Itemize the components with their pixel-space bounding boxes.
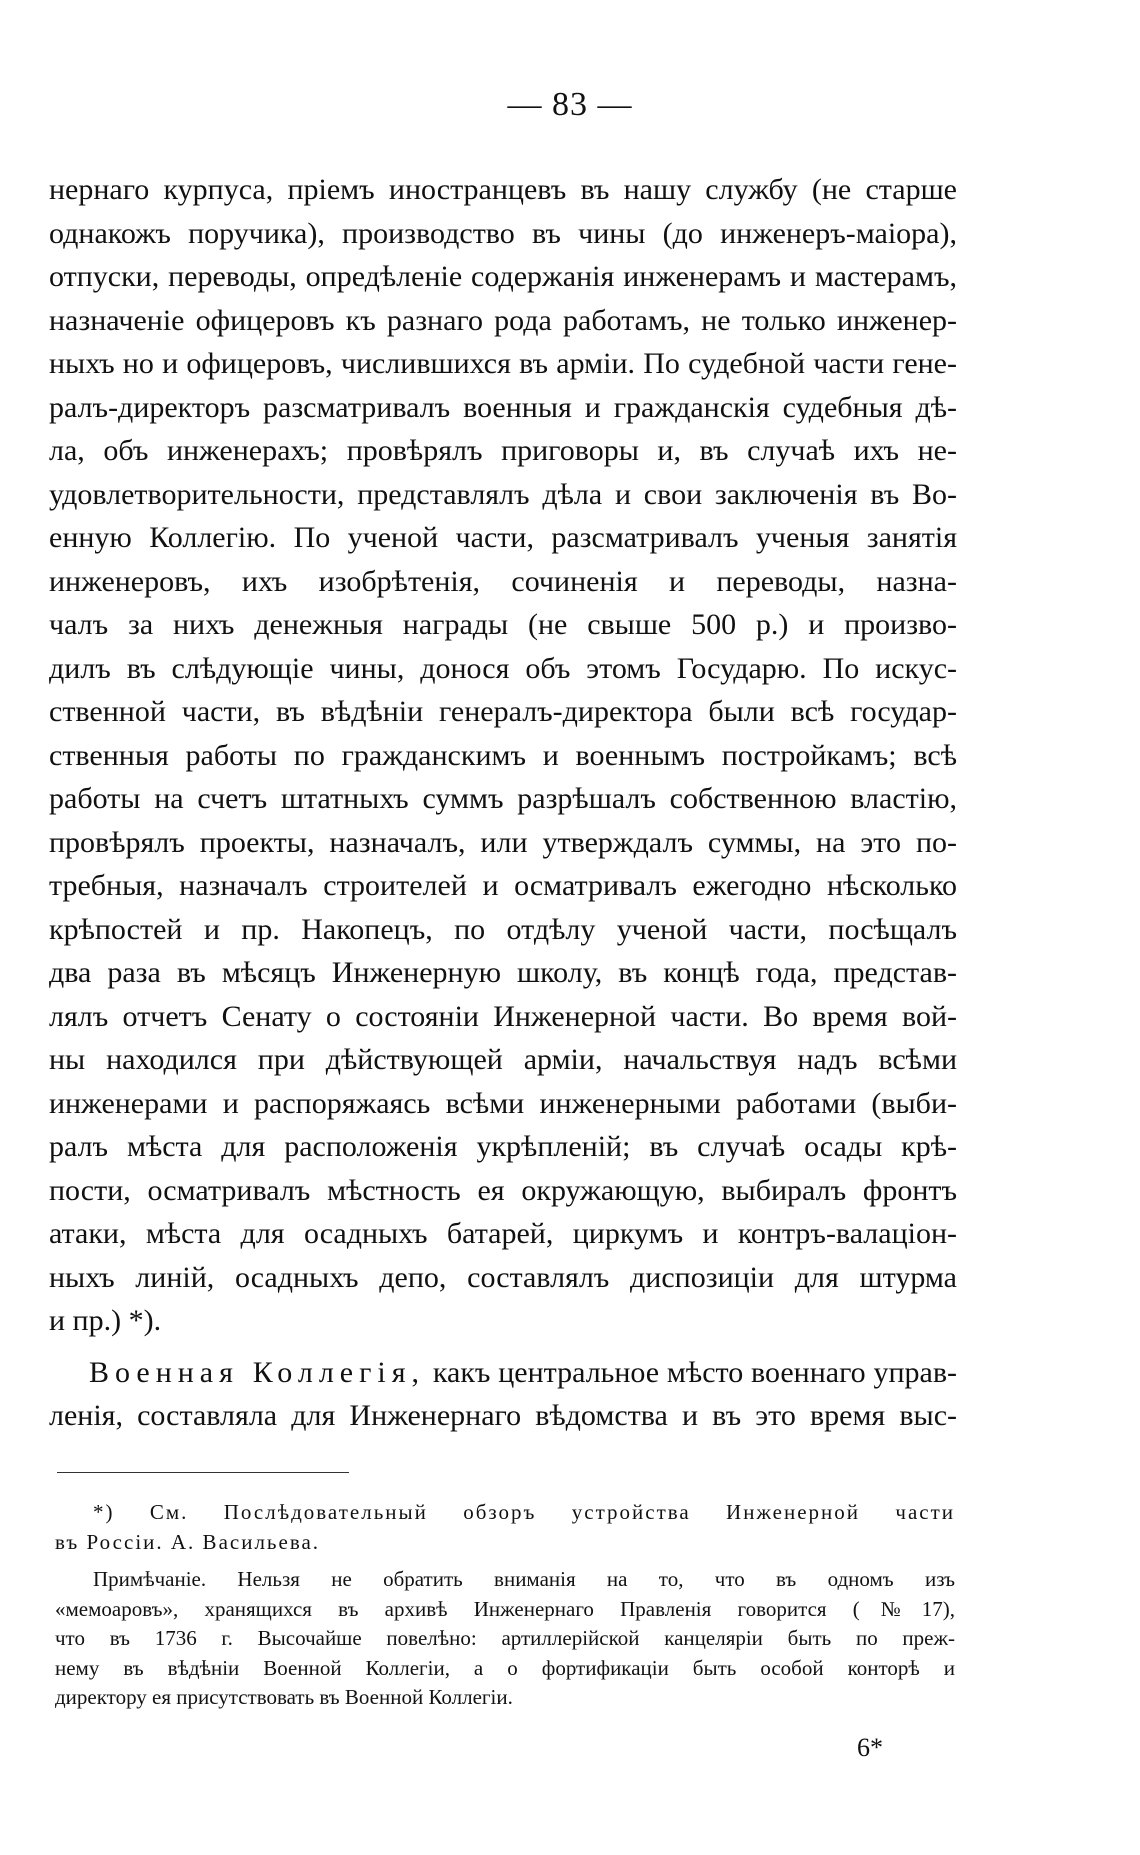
text-line: ныхъ но и офицеровъ, числившихся въ арміи. По судебной части гене- xyxy=(49,347,957,380)
text-line: нернаго курпуса, пріемъ иностранцевъ въ нашу службу (не старше xyxy=(49,173,957,206)
text-line: ленія, составляла для Инженернаго вѣдомства и въ это время выс- xyxy=(49,1399,957,1432)
page-number: — 83 — xyxy=(507,86,633,123)
footnote-line: нему въ вѣдѣніи Военной Коллегіи, а о фортификаціи быть особой конторѣ и xyxy=(55,1655,955,1680)
text-line: ралъ мѣста для расположенія укрѣпленій; въ случаѣ осады крѣ- xyxy=(49,1130,957,1163)
text-line: назначеніе офицеровъ къ разнаго рода работамъ, не только инженер- xyxy=(49,303,957,337)
text-line: лялъ отчетъ Сенату о состояніи Инженерной части. Во время вой- xyxy=(49,999,957,1033)
footnote-line: директору ея присутствовать въ Военной Коллегіи. xyxy=(55,1685,513,1709)
text-line: чалъ за нихъ денежныя награды (не свыше 500 р.) и произво- xyxy=(49,608,957,641)
paragraph-gap xyxy=(49,1343,957,1351)
footnote-line: «мемоаровъ», хранящихся въ архивѣ Инженернаго Правленія говорится (№17), xyxy=(55,1596,955,1621)
text-line: отпуски, переводы, опредѣленіе содержанія инженерамъ и мастерамъ, xyxy=(49,260,957,293)
text-line: ралъ-директоръ разсматривалъ военныя и гражданскія судебныя дѣ- xyxy=(49,390,957,424)
text-line: крѣпостей и пр. Накопецъ, по отдѣлу ученой части, посѣщалъ xyxy=(49,912,957,946)
text-line: атаки, мѣста для осадныхъ батарей, циркумъ и контръ-валаціон- xyxy=(49,1217,957,1250)
text-line: провѣрялъ проекты, назначалъ, или утверждалъ суммы, на это по- xyxy=(49,825,957,859)
text-line: два раза въ мѣсяцъ Инженерную школу, въ концѣ года, представ- xyxy=(49,956,957,989)
text-line: инженерами и распоряжаясь всѣми инженерными работами (выби- xyxy=(49,1086,957,1120)
spaced-heading-term: Военная Коллегія, xyxy=(89,1355,426,1389)
text-line: енную Коллегію. По ученой части, разсматривалъ ученыя занятія xyxy=(49,521,957,554)
text-line: пости, осматривалъ мѣстность ея окружающую, выбиралъ фронтъ xyxy=(49,1173,957,1207)
text-line: ла, объ инженерахъ; провѣрялъ приговоры и, въ случаѣ ихъ не- xyxy=(49,434,957,467)
text-line: удовлетворительности, представлялъ дѣла и свои заключенія въ Во- xyxy=(49,477,957,511)
footnote-gap xyxy=(55,1557,955,1565)
footnote-line: что въ 1736 г. Высочайше повелѣно: артиллерійской канцеляріи быть по преж- xyxy=(55,1626,955,1650)
footnote-line: *) См. Послѣдовательный обзоръ устройства Инженерной части xyxy=(93,1500,955,1524)
text-line: и пр.) *). xyxy=(49,1304,162,1337)
text-line: ны находился при дѣйствующей арміи, начальствуя надъ всѣми xyxy=(49,1043,957,1076)
text-line: работы на счетъ штатныхъ суммъ разрѣшалъ собственною властію, xyxy=(49,782,957,815)
text-line: ственной части, въ вѣдѣніи генералъ-директора были всѣ государ- xyxy=(49,695,957,728)
text-line xyxy=(49,1351,957,1395)
footnotes xyxy=(55,1498,955,1713)
text-line: однакожъ поручика), производство въ чины (до инженеръ-маіора), xyxy=(49,216,957,250)
signature-mark: 6* xyxy=(857,1733,883,1762)
text-line: ныхъ линій, осадныхъ депо, составлялъ диспозиціи для штурма xyxy=(49,1260,957,1294)
text-fragment: какъ центральное мѣсто военнаго управ- xyxy=(432,1355,958,1389)
footnote-divider xyxy=(57,1472,349,1473)
main-text xyxy=(49,168,957,1438)
text-line: инженеровъ, ихъ изобрѣтенія, сочиненія и переводы, назна- xyxy=(49,564,957,598)
footnote-line: Примѣчаніе. Нельзя не обратить вниманія на то, что въ одномъ изъ xyxy=(93,1567,955,1591)
text-line: требныя, назначалъ строителей и осматривалъ ежегодно нѣсколько xyxy=(49,869,957,902)
footnote-line: въ Россіи. А. Васильева. xyxy=(55,1529,321,1554)
text-line: ственныя работы по гражданскимъ и военнымъ постройкамъ; всѣ xyxy=(49,738,957,772)
text-line: дилъ въ слѣдующіе чины, донося объ этомъ Государю. По искус- xyxy=(49,651,957,685)
